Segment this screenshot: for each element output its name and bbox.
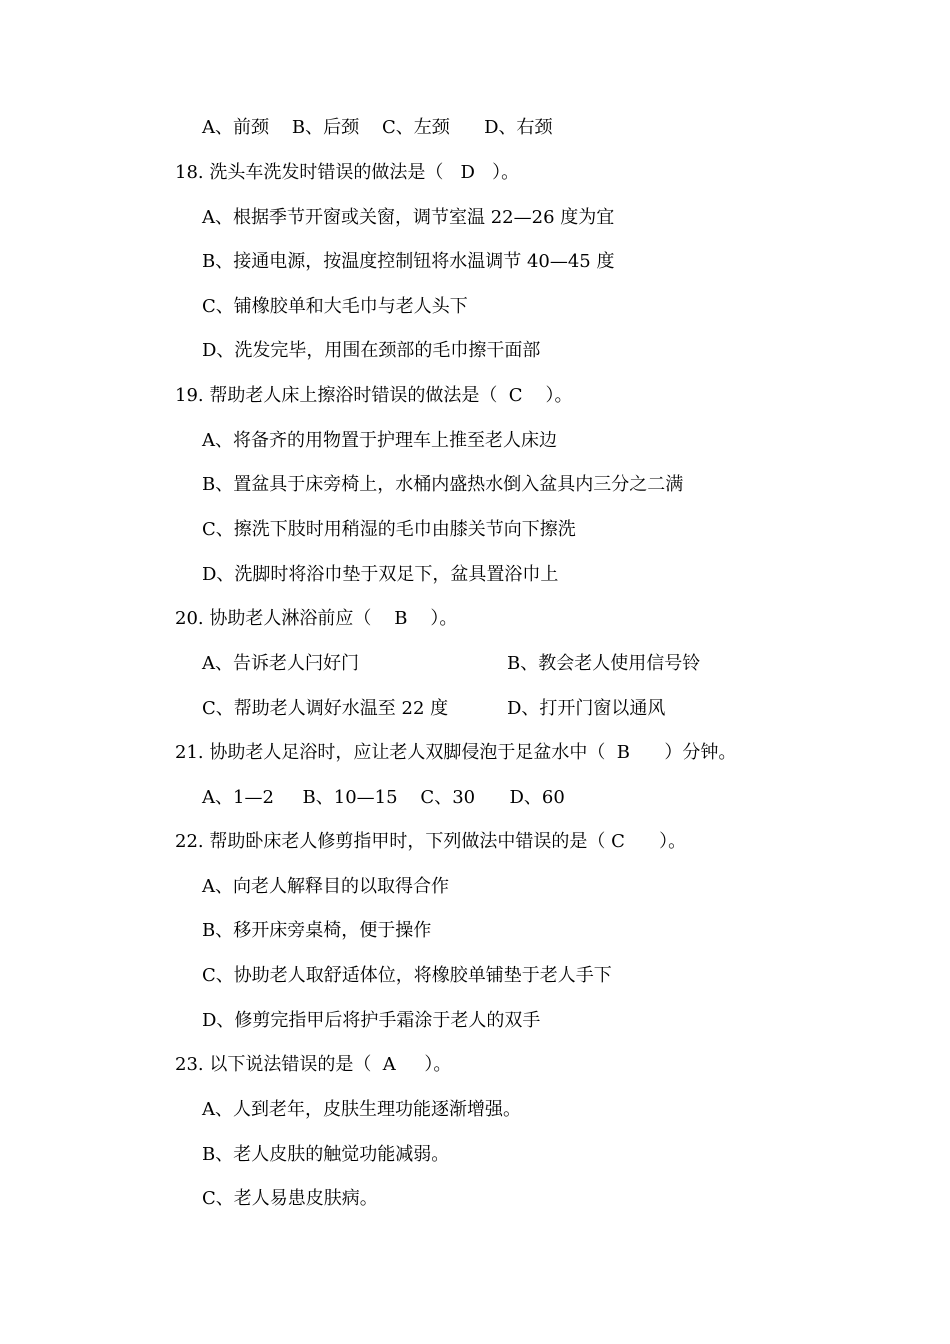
q22-option-d: D、修剪完指甲后将护手霜涂于老人的双手 [202,1010,541,1031]
q22-option-a: A、向老人解释目的以取得合作 [202,876,449,897]
q19-option-c: C、擦洗下肢时用稍湿的毛巾由膝关节向下擦洗 [202,519,576,540]
q18-option-a: A、根据季节开窗或关窗，调节室温 22—26 度为宜 [202,207,615,228]
question-19: 19. 帮助老人床上擦浴时错误的做法是（ C ）。 [175,385,573,406]
question-22: 22. 帮助卧床老人修剪指甲时，下列做法中错误的是（ C ）。 [175,831,687,852]
q17-options: A、前颈 B、后颈 C、左颈 D、右颈 [202,117,553,138]
q23-option-a: A、人到老年，皮肤生理功能逐渐增强。 [202,1099,521,1120]
q23-option-c: C、老人易患皮肤病。 [202,1188,378,1209]
q19-option-a: A、将备齐的用物置于护理车上推至老人床边 [202,430,557,451]
q21-options: A、1—2 B、10—15 C、30 D、60 [202,787,565,808]
q23-option-b: B、老人皮肤的触觉功能减弱。 [202,1144,450,1165]
question-18: 18. 洗头车洗发时错误的做法是（ D ）。 [175,162,520,183]
q19-option-b: B、置盆具于床旁椅上，水桶内盛热水倒入盆具内三分之二满 [202,474,684,495]
question-20: 20. 协助老人淋浴前应（ B ）。 [175,608,458,629]
q20-option-d: D、打开门窗以通风 [507,698,666,719]
q18-option-c: C、铺橡胶单和大毛巾与老人头下 [202,296,468,317]
q20-option-b: B、教会老人使用信号铃 [507,653,701,674]
q20-option-a: A、告诉老人闩好门 [202,653,359,674]
q18-option-d: D、洗发完毕，用围在颈部的毛巾擦干面部 [202,340,541,361]
q22-option-c: C、协助老人取舒适体位，将橡胶单铺垫于老人手下 [202,965,612,986]
question-23: 23. 以下说法错误的是（ A ）。 [175,1054,452,1075]
q19-option-d: D、洗脚时将浴巾垫于双足下，盆具置浴巾上 [202,564,559,585]
q20-option-c: C、帮助老人调好水温至 22 度 [202,698,449,719]
question-21: 21. 协助老人足浴时，应让老人双脚侵泡于足盆水中（ B ）分钟。 [175,742,737,763]
q22-option-b: B、移开床旁桌椅，便于操作 [202,920,432,941]
q18-option-b: B、接通电源，按温度控制钮将水温调节 40—45 度 [202,251,615,272]
